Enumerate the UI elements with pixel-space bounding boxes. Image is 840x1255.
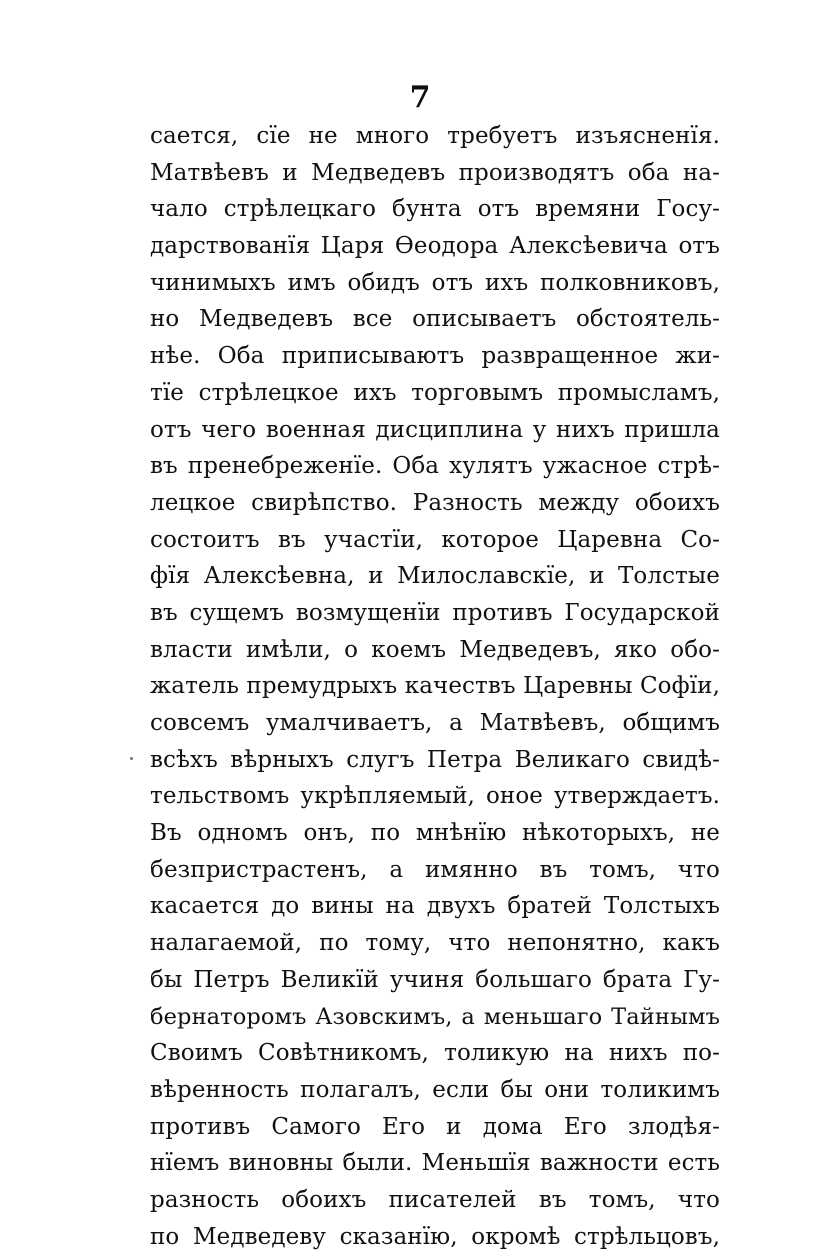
text-line: бы Петръ Великїй учиня большаго брата Гу- xyxy=(150,966,720,993)
text-line: нѣе. Оба приписываютъ развращенное жи- xyxy=(150,343,720,370)
body-text xyxy=(150,118,720,1255)
text-line: жатель премудрыхъ качествъ Царевны Софїи, xyxy=(150,673,720,700)
text-line: налагаемой, по тому, что непонятно, какъ xyxy=(150,930,720,957)
text-line: Своимъ Совѣтникомъ, толикую на нихъ по- xyxy=(150,1040,720,1067)
text-line: всѣхъ вѣрныхъ слугъ Петра Великаго свидѣ- xyxy=(150,746,720,773)
text-line: дарствованїя Царя Ѳеодора Алексѣевича отъ xyxy=(150,233,720,260)
text-line: чинимыхъ имъ обидъ отъ ихъ полковниковъ, xyxy=(150,269,720,296)
text-line: тїе стрѣлецкое ихъ торговымъ промысламъ, xyxy=(150,379,720,406)
text-line: совсемъ умалчиваетъ, а Матвѣевъ, общимъ xyxy=(150,710,720,736)
text-line: въ пренебреженїе. Оба хулятъ ужасное стрѣ- xyxy=(150,453,720,480)
text-line: противъ Самого Его и дома Его злодѣя- xyxy=(150,1113,720,1140)
text-line: сается, сїе не много требуетъ изъясненїя. xyxy=(150,123,720,149)
text-line: фїя Алексѣевна, и Милославскїе, и Толстые xyxy=(150,563,720,590)
text-line: вѣренность полагалъ, если бы они толикимъ xyxy=(150,1076,720,1103)
text-line: нїемъ виновны были. Меньшїя важности есть xyxy=(150,1150,720,1177)
text-line: отъ чего военная дисциплина у нихъ пришла xyxy=(150,416,720,443)
text-line: лецкое свирѣпство. Разность между обоихъ xyxy=(150,489,720,516)
text-line: тельствомъ укрѣпляемый, оное утверждаетъ. xyxy=(150,783,720,810)
text-line: состоитъ въ участїи, которое Царевна Со- xyxy=(150,526,720,553)
text-line: безпристрастенъ, а имянно въ томъ, что xyxy=(150,856,720,883)
text-line: власти имѣли, о коемъ Медведевъ, яко обо- xyxy=(150,636,720,663)
text-line: разность обоихъ писателей въ томъ, что xyxy=(150,1186,720,1213)
text-line: бернаторомъ Азовскимъ, а меньшаго Тайнымъ xyxy=(150,1003,720,1030)
page-number: 7 xyxy=(409,80,431,115)
text-line: но Медведевъ все описываетъ обстоятель- xyxy=(150,306,720,333)
text-line: чало стрѣлецкаго бунта отъ времяни Госу- xyxy=(150,196,720,223)
text-line: въ сущемъ возмущенїи противъ Государской xyxy=(150,599,720,626)
text-line: касается до вины на двухъ братей Толстыхъ xyxy=(150,893,720,920)
ink-speck xyxy=(130,757,133,760)
text-line: по Медведеву сказанїю, окромѣ стрѣльцовъ, xyxy=(150,1223,720,1250)
text-line: Въ одномъ онъ, по мнѣнїю нѣкоторыхъ, не xyxy=(150,820,720,847)
text-line: Матвѣевъ и Медведевъ производятъ оба на- xyxy=(150,159,720,186)
